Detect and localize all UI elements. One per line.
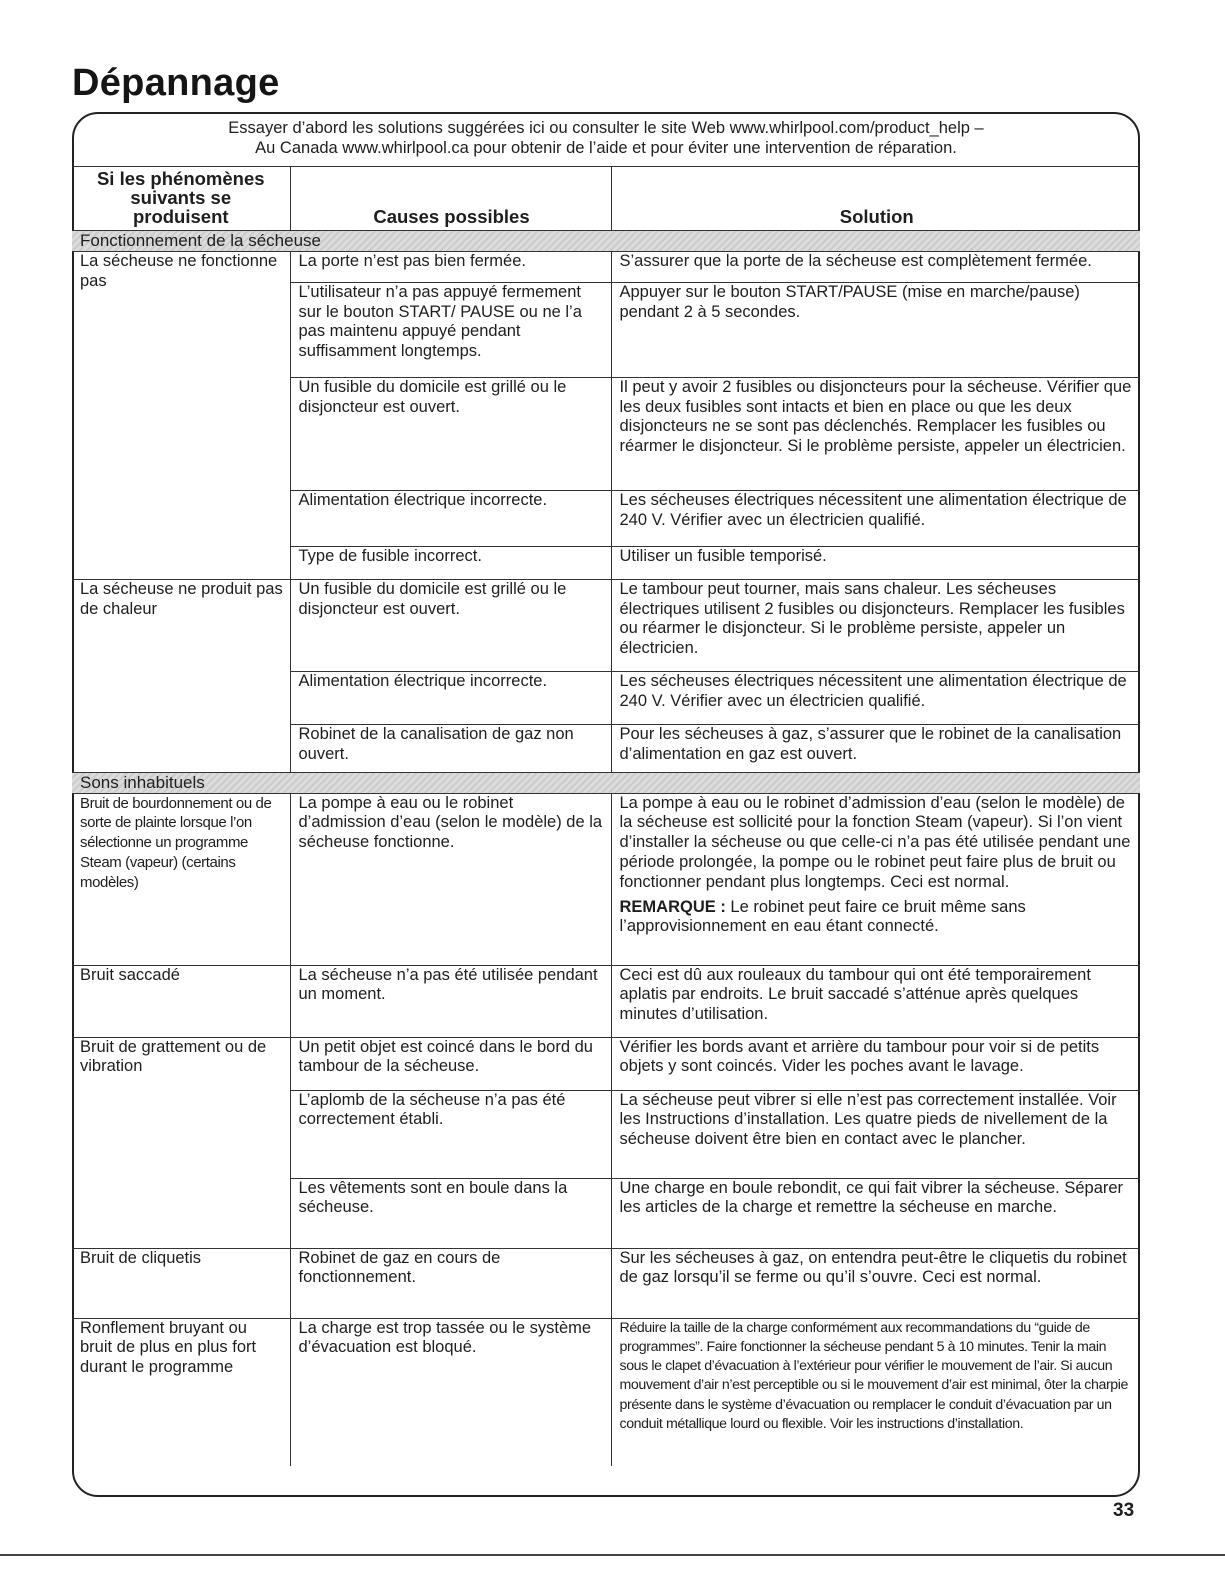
intro-text: [72, 118, 1140, 158]
cause-cell: Les vêtements sont en boule dans la sécheuse.: [290, 1178, 611, 1248]
note-label: REMARQUE :: [619, 897, 726, 916]
symptom-cell: Ronflement bruyant ou bruit de plus en plus fort durant le programme: [72, 1318, 290, 1466]
cause-cell: L’aplomb de la sécheuse n’a pas été correctement établi.: [290, 1090, 611, 1178]
header-symptom: Si les phénomènes suivants se produisent: [72, 167, 290, 231]
solution-cell: S’assurer que la porte de la sécheuse est complètement fermée.: [611, 251, 1140, 282]
cause-cell: La porte n’est pas bien fermée.: [290, 251, 611, 282]
cause-cell: La sécheuse n’a pas été utilisée pendant un moment.: [290, 965, 611, 1037]
table-row: [72, 1248, 1140, 1318]
solution-cell: Appuyer sur le bouton START/PAUSE (mise en marche/pause) pendant 2 à 5 secondes.: [611, 282, 1140, 377]
cause-cell: La charge est trop tassée ou le système d’évacuation est bloqué.: [290, 1318, 611, 1466]
solution-cell: Sur les sécheuses à gaz, on entendra peut-être le cliquetis du robinet de gaz lorsqu’il se ferme ou qu’il s’ouvre. Ceci est normal.: [611, 1248, 1140, 1318]
symptom-cell: La sécheuse ne produit pas de chaleur: [72, 579, 290, 772]
page-number: 33: [1113, 1500, 1135, 1521]
section-title: Fonctionnement de la sécheuse: [72, 231, 1140, 252]
symptom-cell: Bruit saccadé: [72, 965, 290, 1037]
bottom-divider: [0, 1554, 1225, 1556]
solution-cell: Ceci est dû aux rouleaux du tambour qui ont été temporairement aplatis par endroits. Le bruit saccadé s’atténue après quelques minutes d’utilisation.: [611, 965, 1140, 1037]
cause-cell: Robinet de la canalisation de gaz non ouvert.: [290, 724, 611, 772]
cause-cell: L’utilisateur n’a pas appuyé fermement sur le bouton START/ PAUSE ou ne l’a pas maintenu appuyé pendant suffisamment longtemps.: [290, 282, 611, 377]
cause-cell: Robinet de gaz en cours de fonctionnement.: [290, 1248, 611, 1318]
cause-cell: Alimentation électrique incorrecte.: [290, 671, 611, 724]
solution-cell: La sécheuse peut vibrer si elle n’est pas correctement installée. Voir les Instructions d’installation. Les quatre pieds de nivellement de la sécheuse doivent être bien en contact avec le plancher.: [611, 1090, 1140, 1178]
header-solution: Solution: [611, 167, 1140, 231]
solution-cell: Les sécheuses électriques nécessitent une alimentation électrique de 240 V. Vérifier avec un électricien qualifié.: [611, 671, 1140, 724]
table-row: [72, 251, 1140, 282]
troubleshooting-table: [72, 166, 1140, 1466]
section-header-row: [72, 772, 1140, 793]
symptom-cell: Bruit de bourdonnement ou de sorte de plainte lorsque l’on sélectionne un programme Steam (vapeur) (certains modèles): [72, 793, 290, 965]
solution-cell: Pour les sécheuses à gaz, s’assurer que le robinet de la canalisation d’alimentation en gaz est ouvert.: [611, 724, 1140, 772]
cause-cell: Un fusible du domicile est grillé ou le disjoncteur est ouvert.: [290, 377, 611, 490]
cause-cell: La pompe à eau ou le robinet d’admission d’eau (selon le modèle) de la sécheuse fonctionne.: [290, 793, 611, 965]
section-header-row: [72, 231, 1140, 252]
solution-cell: Utiliser un fusible temporisé.: [611, 546, 1140, 579]
table-row: [72, 793, 1140, 965]
note-text: Le robinet peut faire ce bruit même sans l’approvisionnement en eau étant connecté.: [619, 897, 1026, 936]
symptom-cell: La sécheuse ne fonctionne pas: [72, 251, 290, 579]
note: [620, 898, 1135, 938]
solution-cell: Vérifier les bords avant et arrière du tambour pour voir si de petits objets y sont coincés. Vider les poches avant le lavage.: [611, 1037, 1140, 1090]
cause-cell: Un fusible du domicile est grillé ou le disjoncteur est ouvert.: [290, 579, 611, 671]
section-title: Sons inhabituels: [72, 772, 1140, 793]
cause-cell: Type de fusible incorrect.: [290, 546, 611, 579]
page-title: Dépannage: [72, 62, 280, 104]
solution-text: La pompe à eau ou le robinet d’admission d’eau (selon le modèle) de la sécheuse est sollicité pour la fonction Steam (vapeur). Si l’on vient d’installer la sécheuse ou que celle-ci n’a pas été utilisée pendant une période prolongée, la pompe ou le robinet peut faire plus de bruit ou fonctionner pendant plus longtemps. Ceci est normal.: [619, 793, 1131, 891]
solution-cell: Le tambour peut tourner, mais sans chaleur. Les sécheuses électriques utilisent 2 fusibles ou disjoncteurs. Remplacer les fusibles ou réarmer le disjoncteur. Si le problème persiste, appeler un électricien.: [611, 579, 1140, 671]
symptom-cell: Bruit de grattement ou de vibration: [72, 1037, 290, 1248]
table-row: [72, 1318, 1140, 1466]
table-row: [72, 1037, 1140, 1090]
header-cause: Causes possibles: [290, 167, 611, 231]
cause-cell: Alimentation électrique incorrecte.: [290, 490, 611, 546]
intro-line-2: Au Canada www.whirlpool.ca pour obtenir de l’aide et pour éviter une intervention de réparation.: [255, 139, 957, 157]
solution-cell: Il peut y avoir 2 fusibles ou disjoncteurs pour la sécheuse. Vérifier que les deux fusibles sont intacts et bien en place ou que les deux disjoncteurs ne se sont pas déclenchés. Remplacer les fusibles ou réarmer le disjoncteur. Si le problème persiste, appeler un électricien.: [611, 377, 1140, 490]
table-row: [72, 965, 1140, 1037]
solution-cell: Réduire la taille de la charge conformément aux recommandations du “guide de programmes”. Faire fonctionner la sécheuse pendant 5 à 10 minutes. Tenir la main sous le clapet d’évacuation à l’extérieur pour vérifier le mouvement de l’air. Si aucun mouvement d’air n’est perceptible ou si le mouvement d’air est minimal, ôter la charpie présente dans le système d’évacuation ou remplacer le conduit d’évacuation par un conduit métallique lourd ou flexible. Voir les instructions d’installation.: [611, 1318, 1140, 1466]
symptom-cell: Bruit de cliquetis: [72, 1248, 290, 1318]
solution-cell: Une charge en boule rebondit, ce qui fait vibrer la sécheuse. Séparer les articles de la charge et remettre la sécheuse en marche.: [611, 1178, 1140, 1248]
table-header-row: [72, 167, 1140, 231]
cause-cell: Un petit objet est coincé dans le bord du tambour de la sécheuse.: [290, 1037, 611, 1090]
table-row: [72, 579, 1140, 671]
intro-line-1: Essayer d’abord les solutions suggérées ici ou consulter le site Web www.whirlpool.com/product_help –: [228, 119, 984, 137]
solution-cell: Les sécheuses électriques nécessitent une alimentation électrique de 240 V. Vérifier avec un électricien qualifié.: [611, 490, 1140, 546]
solution-cell: [611, 793, 1140, 965]
